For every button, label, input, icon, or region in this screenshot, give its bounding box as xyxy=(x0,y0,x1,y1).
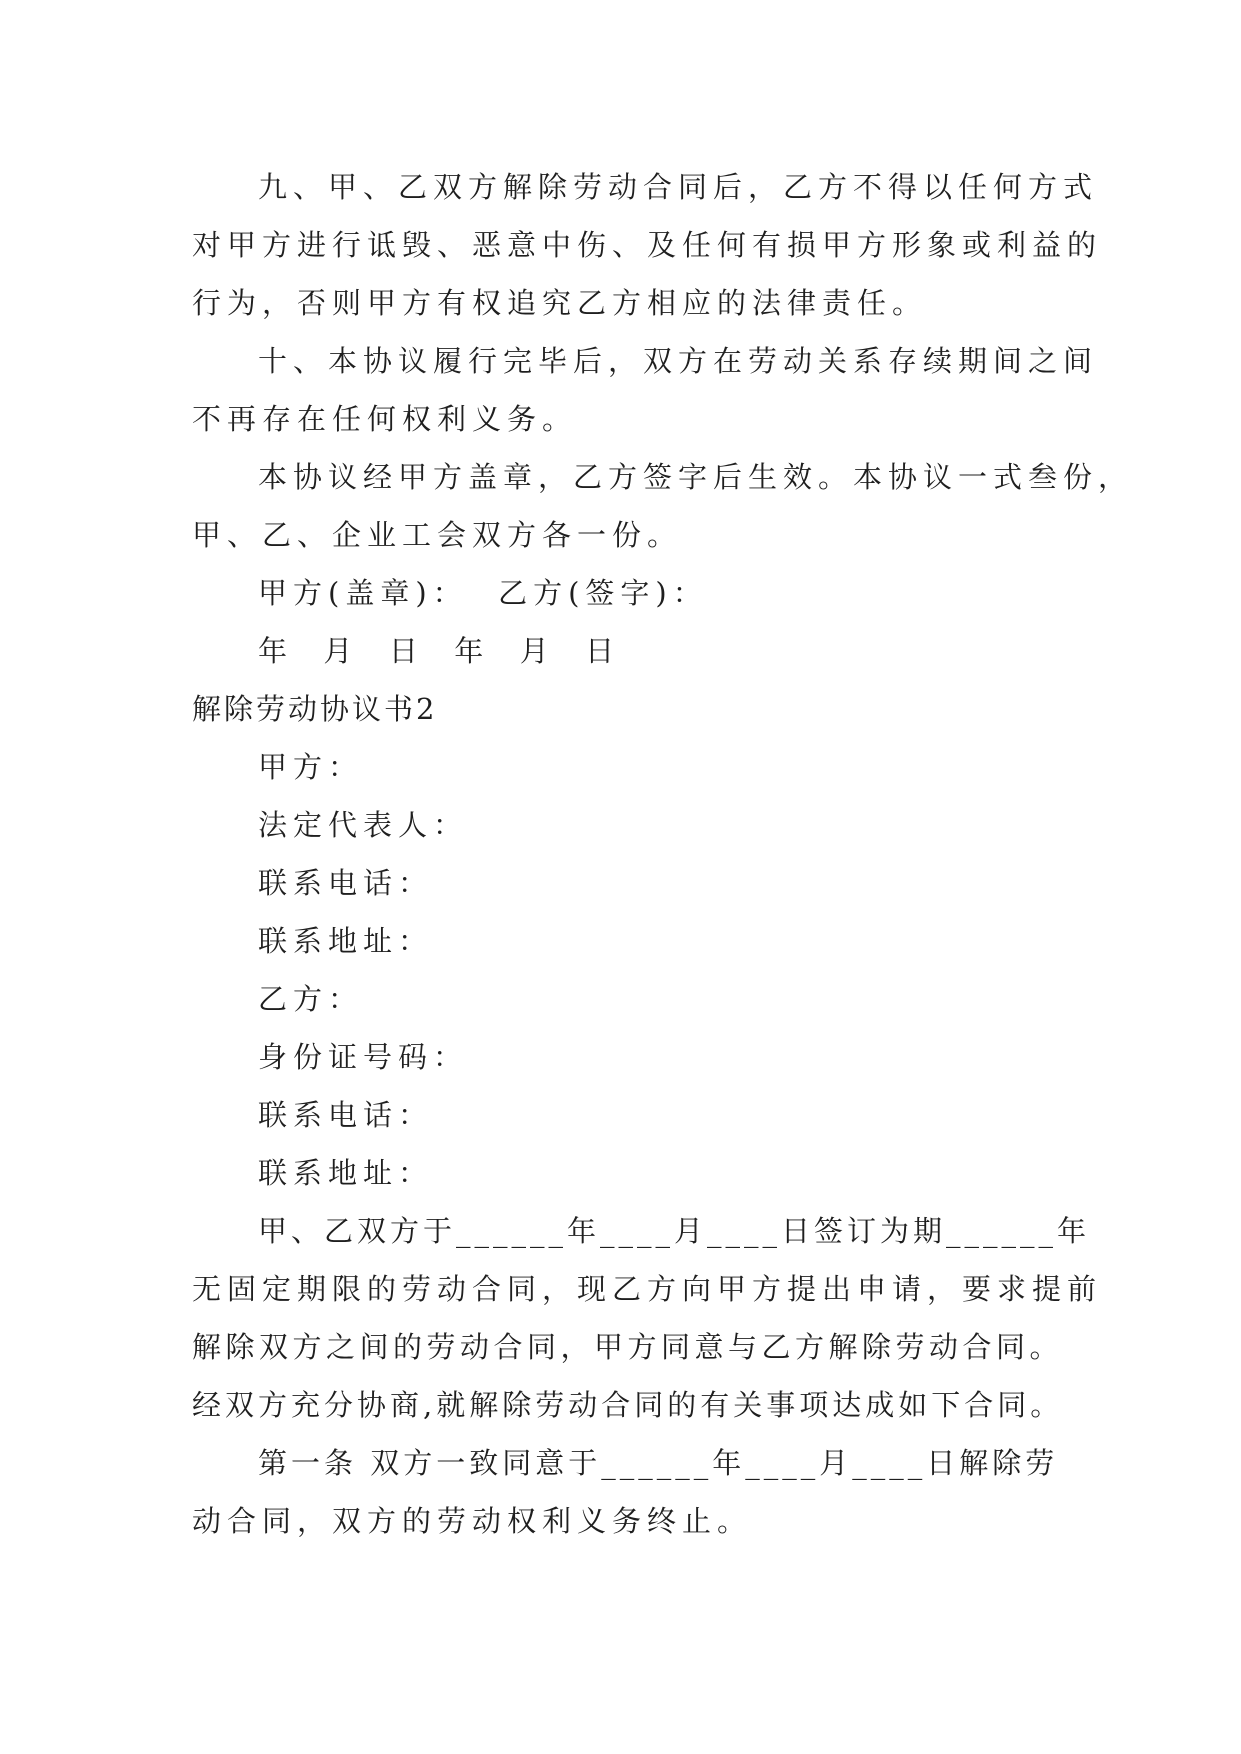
contract-paragraph-line-4: 经双方充分协商,就解除劳动合同的有关事项达成如下合同。 xyxy=(192,1388,1064,1422)
party-a-label: 甲方： xyxy=(258,750,364,784)
clause-10-line-1: 十、本协议履行完毕后，双方在劳动关系存续期间之间 xyxy=(258,344,1099,378)
signature-line: 甲方(盖章)： 乙方(签字)： xyxy=(258,576,708,610)
section-title: 解除劳动协议书2 xyxy=(192,692,438,726)
contract-paragraph-line-2: 无固定期限的劳动合同，现乙方向甲方提出申请，要求提前 xyxy=(192,1272,1103,1306)
party-b-label: 乙方： xyxy=(258,982,364,1016)
clause-9-line-3: 行为，否则甲方有权追究乙方相应的法律责任。 xyxy=(192,286,928,320)
effect-paragraph-line-2: 甲、乙、企业工会双方各一份。 xyxy=(192,518,683,552)
id-number-label: 身份证号码： xyxy=(258,1040,469,1074)
contract-paragraph-line-3: 解除双方之间的劳动合同，甲方同意与乙方解除劳动合同。 xyxy=(192,1330,1064,1364)
date-line: 年 月 日 年 月 日 xyxy=(258,634,621,668)
contract-paragraph-line-1: 甲、乙双方于______年____月____日签订为期______年 xyxy=(258,1214,1091,1248)
clause-10-line-2: 不再存在任何权利义务。 xyxy=(192,402,578,436)
legal-representative-label: 法定代表人： xyxy=(258,808,469,842)
article-1-line-2: 动合同，双方的劳动权利义务终止。 xyxy=(192,1504,753,1538)
party-b-phone-label: 联系电话： xyxy=(258,1098,434,1132)
party-b-address-label: 联系地址： xyxy=(258,1156,434,1190)
document-body xyxy=(192,158,1134,1550)
party-a-phone-label: 联系电话： xyxy=(258,866,434,900)
clause-9-line-1: 九、甲、乙双方解除劳动合同后，乙方不得以任何方式 xyxy=(258,170,1099,204)
effect-paragraph-line-1: 本协议经甲方盖章，乙方签字后生效。本协议一式叁份， xyxy=(258,460,1134,494)
party-a-address-label: 联系地址： xyxy=(258,924,434,958)
article-1-line-1: 第一条 双方一致同意于______年____月____日解除劳 xyxy=(258,1446,1059,1480)
clause-9-line-2: 对甲方进行诋毁、恶意中伤、及任何有损甲方形象或利益的 xyxy=(192,228,1103,262)
